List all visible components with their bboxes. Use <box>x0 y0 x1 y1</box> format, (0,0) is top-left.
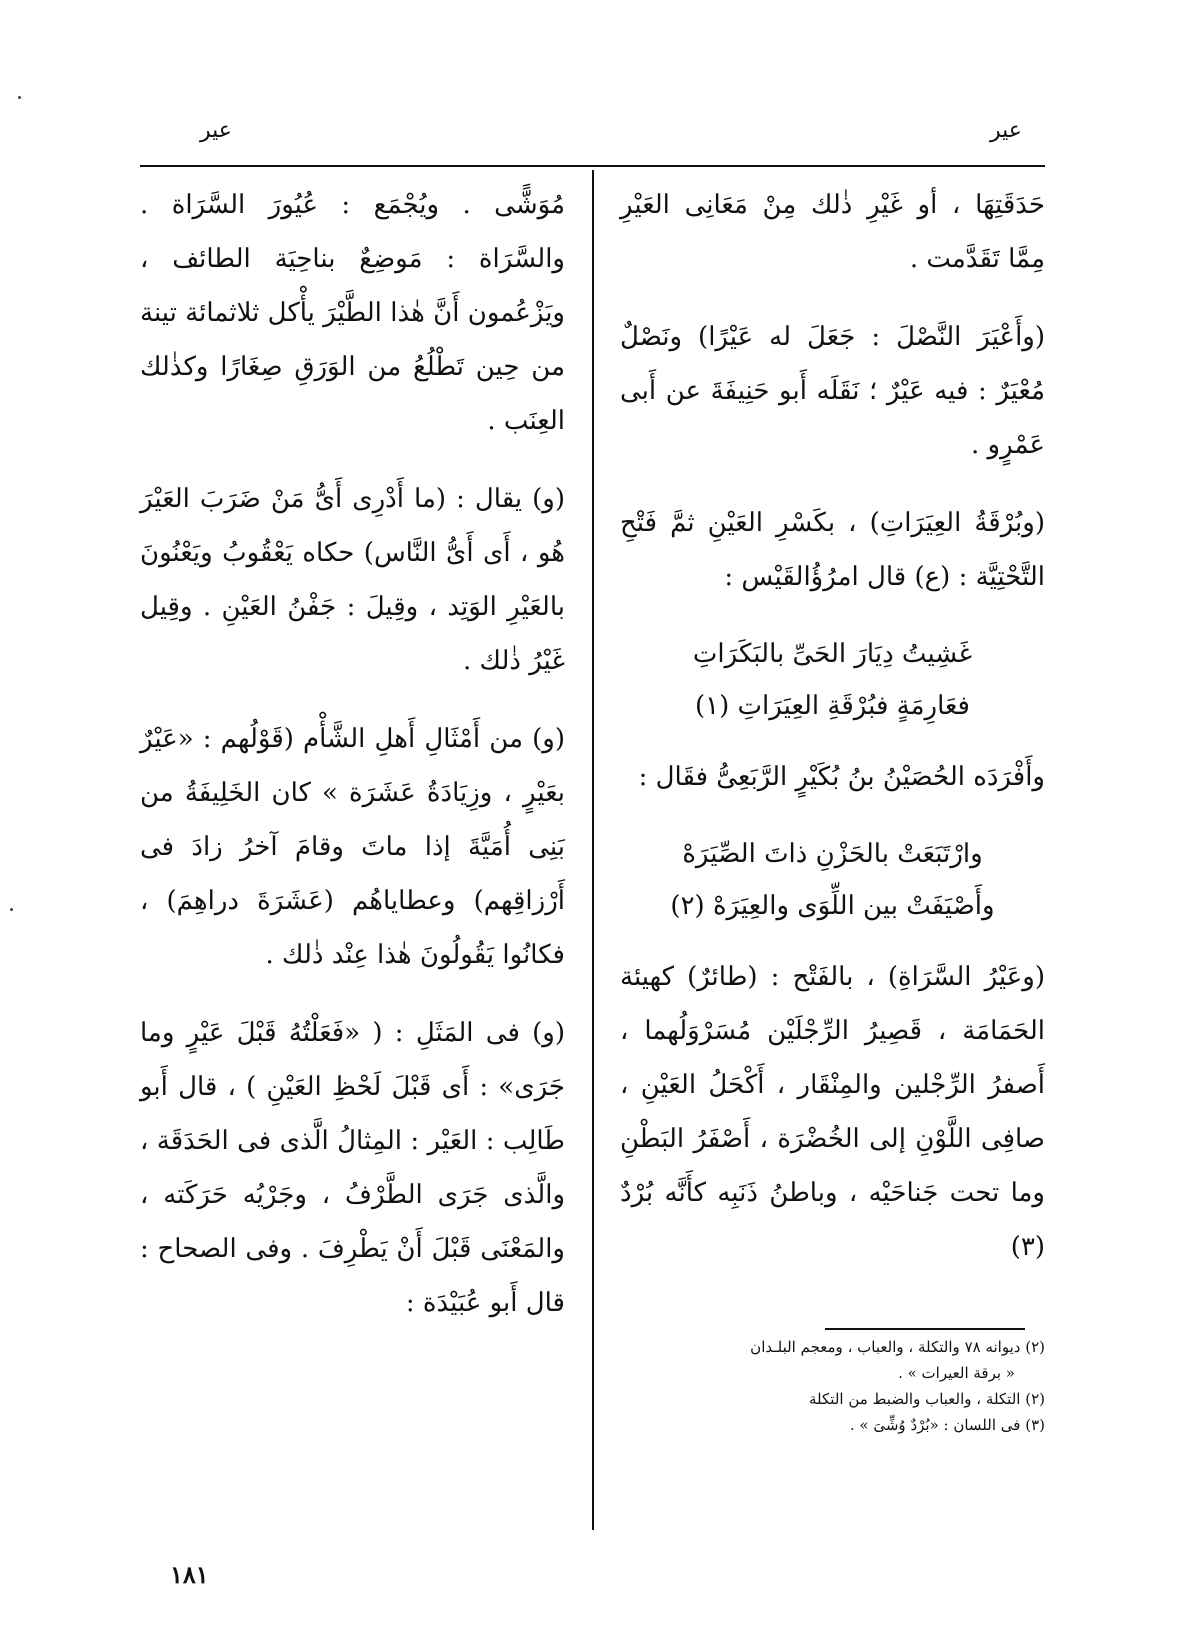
paragraph: وأَفْرَدَه الحُصَيْنُ بنُ بُكَيْرٍ الرَّبَعِىُّ فقَال : <box>638 762 1045 792</box>
paragraph: (و) يقال : (ما أَدْرِى أَىُّ مَنْ ضَرَبَ العَيْرَ هُو ، أَى أَىُّ النَّاس) حكاه يَعْقُوبُ ويَعْنُونَ بالعَيْرِ الوَتِد ، وقِيلَ : جَفْنُ العَيْنِ . وقِيل غَيْرُ ذٰلك . <box>140 484 565 676</box>
running-header-left: عير <box>200 118 232 143</box>
footnotes <box>620 1334 1045 1438</box>
left-column <box>140 178 565 1354</box>
poem-verse <box>620 628 1045 732</box>
right-column <box>620 178 1045 1298</box>
verse-line: غَشِيتُ دِيَارَ الحَىِّ بالبَكَرَاتِ <box>692 639 973 669</box>
verse-line: فعَارِمَةٍ فبُرْقَةِ العِيَرَاتِ (١) <box>695 691 970 721</box>
footnote-line: (٣) فى اللسان : «بُرْدٌ وُشِّىَ » . <box>849 1416 1045 1434</box>
footnote-line: « برقة العيرات » . <box>898 1364 1015 1382</box>
scan-speck <box>10 908 13 911</box>
paragraph: (وأَعْيَرَ النَّصْلَ : جَعَلَ له عَيْرًا) ونَصْلٌ مُعْيَرٌ : فيه عَيْرٌ ؛ نَقَلَه أَبو حَنِيفَةَ عن أَبى عَمْرٍو . <box>620 322 1045 460</box>
footnote-line: (٢) ديوانه ٧٨ والتكلة ، والعباب ، ومعجم البلـدان <box>750 1338 1045 1356</box>
running-header-right: عير <box>990 118 1022 143</box>
paragraph: (وبُرْقَةُ العِيَرَاتِ) ، بكَسْرِ العَيْنِ ثمَّ فَتْحِ التَّحْتِيَّة : (ع) قال امرُؤُالقَيْس : <box>620 508 1045 592</box>
paragraph: (و) فى المَثَلِ : ( «فَعَلْتُهُ قَبْلَ عَيْرٍ وما جَرَى» : أَى قَبْلَ لَحْظِ العَيْنِ ) ، قال أَبو طَالِب : العَيْر : المِثالُ الَّذى فى الحَدَقَة ، والَّذى جَرَى الطَّرْفُ ، وجَرْيُه حَرَكَته ، والمَعْنَى قَبْلَ أَنْ يَطْرِفَ . وفى الصحاح : قال أَبو عُبَيْدَة : <box>140 1018 565 1318</box>
paragraph: (و) من أَمْثَالِ أَهلِ الشَّأْم (قَوْلُهم : «عَيْرٌ بعَيْرٍ ، وزِيَادَةُ عَشَرَة » كان الخَلِيفَةُ من بَنِى أُمَيَّةَ إذا ماتَ وقامَ آخرُ زادَ فى أَرْزاقِهم) وعطاياهُم (عَشَرَةَ دراهِمَ) ، فكانُوا يَقُولُونَ هٰذا عِنْد ذٰلك . <box>140 724 565 970</box>
verse-line: وارْتَبَعَتْ بالحَزْنِ ذاتَ الصِّيَرَهْ <box>682 839 983 869</box>
paragraph: حَدَقَتِهَا ، أو غَيْرِ ذٰلك مِنْ مَعَانِى العَيْرِ مِمَّا تَقَدَّمت . <box>620 190 1045 274</box>
poem-verse <box>620 828 1045 932</box>
footnote-rule <box>825 1328 1025 1330</box>
paragraph: (وعَيْرُ السَّرَاةِ) ، بالفَتْح : (طائرٌ) كهيئة الحَمَامَة ، قَصِيرُ الرِّجْلَيْن مُسَرْوَلُهما ، أَصفرُ الرِّجْلين والمِنْقَار ، أَكْحَلُ العَيْنِ ، صافِى اللَّوْنِ إلى الخُضْرَة ، أَصْفَرُ البَطْنِ وما تحت جَناحَيْه ، وباطنُ ذَنَبِه كأَنَّه بُرْدٌ (٣) <box>620 962 1045 1262</box>
header-rule <box>140 165 1045 167</box>
page-number: ١٨١ <box>170 1560 209 1589</box>
verse-line: وأَصْيَفَتْ بين اللِّوَى والعِيَرَهْ (٢) <box>670 891 995 921</box>
paragraph: مُوَشًّى . ويُجْمَع : عُيُورَ السَّرَاة . والسَّرَاة : مَوضِعٌ بناحِيَة الطائف ، ويَزْعُمون أَنَّ هٰذا الطَّيْرَ يأْكل ثلاثمائة تينة من حِين تَطْلُعُ من الوَرَقِ صِغَارًا وكذٰلك العِنَب . <box>140 190 565 436</box>
footnote-line: (٢) التكلة ، والعباب والضبط من التكلة <box>809 1390 1045 1408</box>
scan-speck <box>18 96 21 99</box>
column-divider <box>592 170 594 1530</box>
